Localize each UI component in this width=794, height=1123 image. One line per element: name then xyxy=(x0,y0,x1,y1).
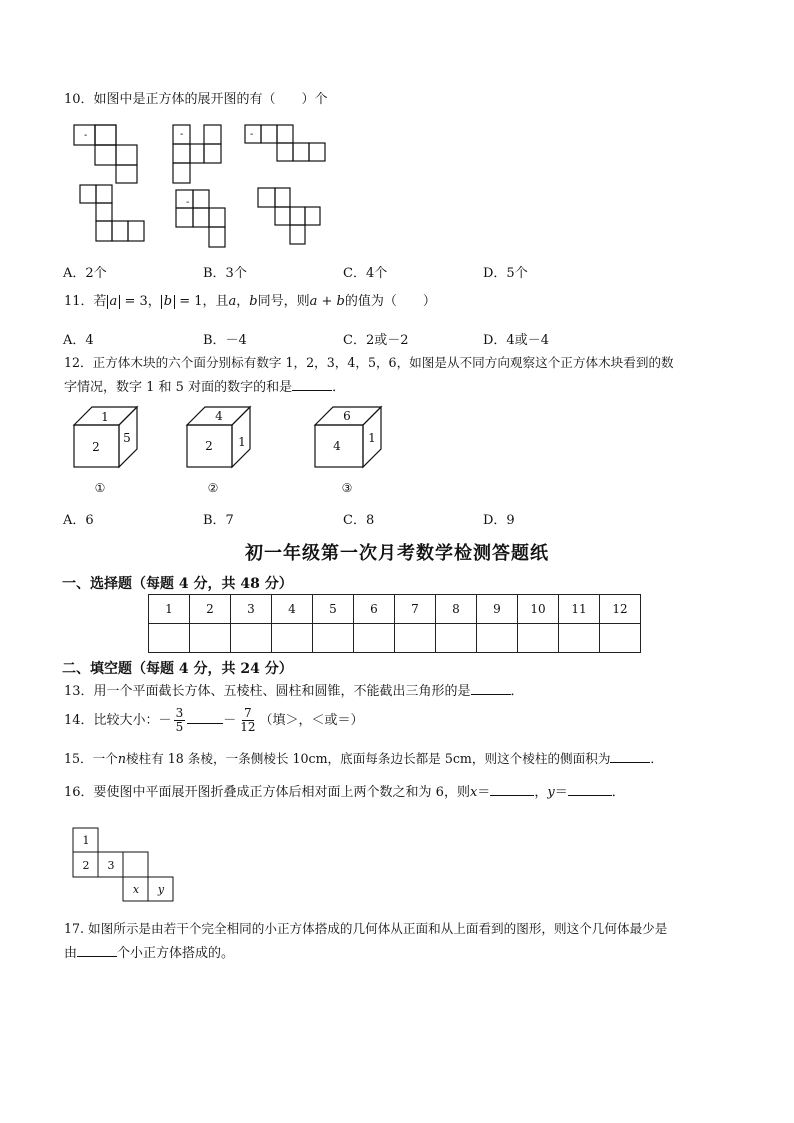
answer-col-header: 12 xyxy=(600,595,641,624)
section-choice: 一、选择题（每题 4 分，共 48 分） xyxy=(62,576,293,592)
q17-line2: 由 个小正方体搭成的。 xyxy=(64,946,235,961)
answer-col-header: 2 xyxy=(190,595,231,624)
answer-col-header: 5 xyxy=(313,595,354,624)
net-cell-1: 1 xyxy=(82,834,90,847)
q16-net xyxy=(0,820,794,910)
answer-col-header: 8 xyxy=(436,595,477,624)
net-mark: - xyxy=(180,129,184,140)
cube-net-3 xyxy=(245,125,325,161)
answer-cell[interactable] xyxy=(518,624,559,653)
answer-col-header: 11 xyxy=(559,595,600,624)
q11-stem: 11．若 a = 3， b = 1，且a，b同号，则a + b的值为（ ） xyxy=(64,294,436,309)
cube-2-top: 4 xyxy=(215,409,223,423)
section-fill: 二、填空题（每题 4 分，共 24 分） xyxy=(62,661,293,677)
answer-cell[interactable] xyxy=(149,624,190,653)
cube-2-label: ② xyxy=(207,481,219,495)
q12-option-b: B．7 xyxy=(203,513,234,528)
answer-col-header: 9 xyxy=(477,595,518,624)
q15-stem: 15．一个n棱柱有 18 条棱，一条侧棱长 10cm，底面每条边长都是 5cm，则这个棱柱的侧面积为 ． xyxy=(64,751,664,766)
cube-1-right: 5 xyxy=(123,431,131,445)
q17-line1: 17. 如图所示是由若干个完全相同的小正方体搭成的几何体从正面和从上面看到的图形，则这个几何体最少是 xyxy=(64,921,668,936)
answer-table-row xyxy=(149,624,641,653)
q12-cubes xyxy=(0,400,794,500)
net-cell-3: 3 xyxy=(107,859,115,872)
q10-option-c: C．4个 xyxy=(343,266,388,281)
q12-option-c: C．8 xyxy=(343,513,375,528)
q10-stem: 10．如图中是正方体的展开图的有（ ）个 xyxy=(64,92,328,107)
net-cell-x: x xyxy=(132,883,140,896)
answer-cell[interactable] xyxy=(600,624,641,653)
q11-option-c: C．2或－2 xyxy=(343,333,409,348)
answer-col-header: 3 xyxy=(231,595,272,624)
q11-option-d: D．4或－4 xyxy=(483,333,549,348)
cube-2-right: 1 xyxy=(238,435,246,449)
cube-1-top: 1 xyxy=(101,410,109,424)
answer-cell[interactable] xyxy=(559,624,600,653)
cube-net-4 xyxy=(80,185,144,241)
q11-option-b: B．－4 xyxy=(203,333,247,348)
q13-stem: 13．用一个平面截长方体、五棱柱、圆柱和圆锥，不能截出三角形的是 ． xyxy=(64,684,524,699)
cube-net-6 xyxy=(258,188,320,244)
net-cell-2: 2 xyxy=(82,859,90,872)
net-mark: - xyxy=(186,197,190,208)
q14-stem: 14．比较大小：－ $\frac{3}{5}$ － $\frac{7}{12}$ （填＞，＜或＝） xyxy=(64,706,364,734)
q10-option-d: D．5个 xyxy=(483,266,528,281)
cube-3-front: 4 xyxy=(333,439,341,453)
answer-cell[interactable] xyxy=(272,624,313,653)
q10-option-b: B．3个 xyxy=(203,266,247,281)
answer-table xyxy=(148,594,641,653)
answer-cell[interactable] xyxy=(231,624,272,653)
q12-line1: 12．正方体木块的六个面分别标有数字 1，2，3，4，5，6，如图是从不同方向观察这个正方体木块看到的数 xyxy=(64,355,674,370)
q11-option-a: A．4 xyxy=(63,333,94,348)
cube-1-front: 2 xyxy=(92,440,100,454)
answer-col-header: 1 xyxy=(149,595,190,624)
q12-line2: 字情况，数字 1 和 5 对面的数字的和是 ． xyxy=(64,380,346,395)
answer-col-header: 4 xyxy=(272,595,313,624)
answer-col-header: 10 xyxy=(518,595,559,624)
cube-3-label: ③ xyxy=(341,481,353,495)
net-cell-y: y xyxy=(157,883,165,896)
answer-cell[interactable] xyxy=(477,624,518,653)
q10-cube-nets xyxy=(0,0,794,260)
net-mark: - xyxy=(84,130,88,141)
answer-cell[interactable] xyxy=(313,624,354,653)
answer-cell[interactable] xyxy=(190,624,231,653)
answer-col-header: 7 xyxy=(395,595,436,624)
q12-option-d: D．9 xyxy=(483,513,515,528)
cube-3-top: 6 xyxy=(343,409,351,423)
cube-3-right: 1 xyxy=(368,431,376,445)
answer-cell[interactable] xyxy=(354,624,395,653)
q16-stem: 16．要使图中平面展开图折叠成正方体后相对面上两个数之和为 6，则x＝ ，y＝ ． xyxy=(64,785,625,800)
cube-net-5 xyxy=(176,190,225,247)
cube-2-front: 2 xyxy=(205,439,213,453)
cube-1-label: ① xyxy=(94,481,106,495)
net-mark: - xyxy=(250,129,254,140)
answer-sheet-title: 初一年级第一次月考数学检测答题纸 xyxy=(245,543,549,564)
answer-table-header xyxy=(149,595,641,624)
q12-option-a: A．6 xyxy=(63,513,94,528)
answer-cell[interactable] xyxy=(436,624,477,653)
answer-cell[interactable] xyxy=(395,624,436,653)
answer-col-header: 6 xyxy=(354,595,395,624)
q10-option-a: A．2个 xyxy=(63,266,107,281)
